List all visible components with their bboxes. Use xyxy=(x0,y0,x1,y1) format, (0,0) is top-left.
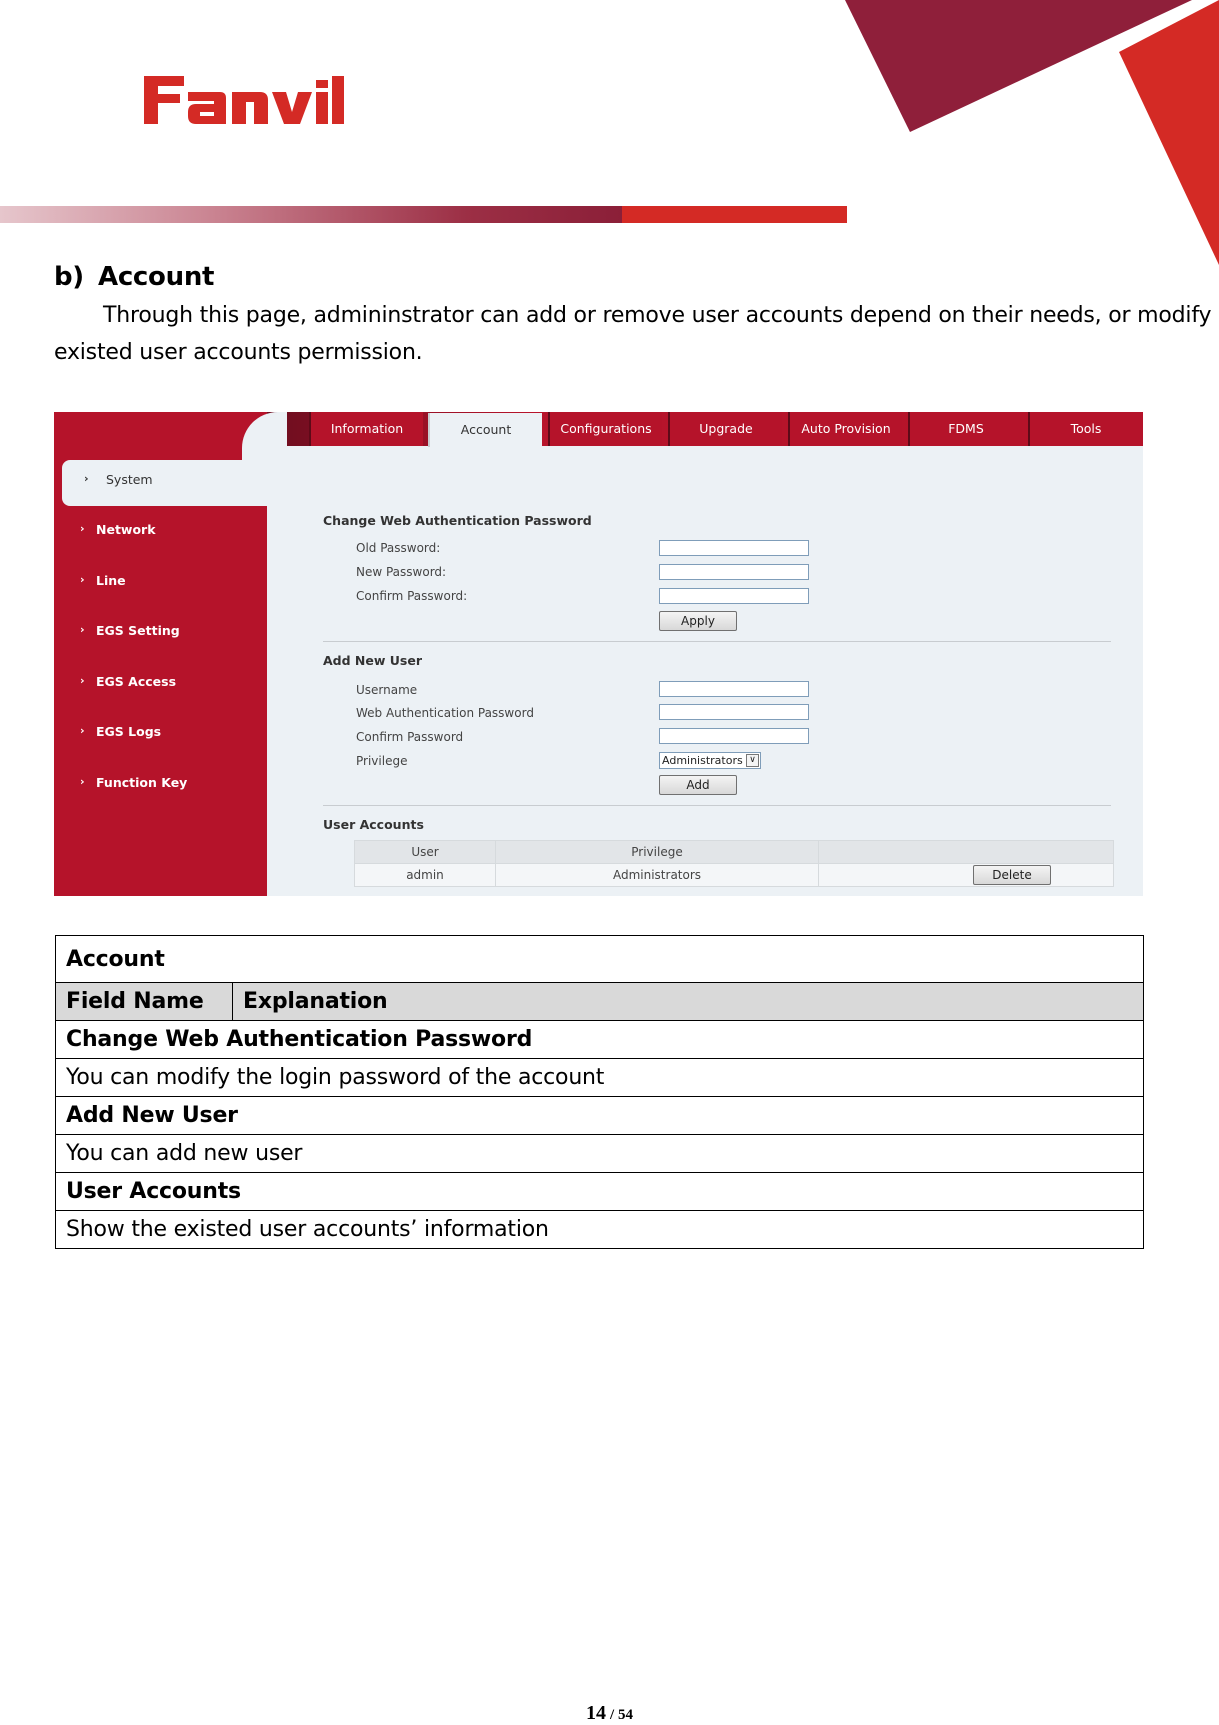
col-explanation-header: Explanation xyxy=(233,983,1144,1021)
section-number: b) xyxy=(54,262,84,292)
fanvil-logo xyxy=(140,70,345,128)
field-explanation-table xyxy=(55,935,1144,1249)
table-header-row xyxy=(355,841,1114,864)
tab-configurations[interactable]: Configurations xyxy=(548,412,662,446)
confirm-password-input-2[interactable] xyxy=(659,728,809,744)
sidebar-item-egs-setting[interactable] xyxy=(54,611,267,657)
corner-red-triangle xyxy=(1119,0,1219,265)
delete-button[interactable]: Delete xyxy=(973,865,1051,885)
col-user-header: User xyxy=(355,841,496,864)
confirm-password-label-2: Confirm Password xyxy=(356,730,464,744)
web-ui-screenshot xyxy=(54,412,1143,896)
tab-fdms[interactable]: FDMS xyxy=(908,412,1022,446)
cell-action xyxy=(819,864,1114,887)
sidebar-item-egs-logs[interactable] xyxy=(54,712,267,758)
table-title-row xyxy=(56,936,1144,983)
table-row xyxy=(56,1021,1144,1059)
confirm-password-input[interactable] xyxy=(659,588,809,604)
row-text: You can modify the login password of the account xyxy=(56,1059,1144,1097)
chevron-right-icon: › xyxy=(80,623,85,636)
sidebar-item-label: EGS Access xyxy=(96,674,177,689)
row-text: User Accounts xyxy=(56,1173,1144,1211)
header-stripe-red xyxy=(622,206,847,223)
page-number xyxy=(0,1702,1219,1725)
divider xyxy=(323,641,1111,642)
username-input[interactable] xyxy=(659,681,809,697)
sidebar-item-system[interactable] xyxy=(62,460,267,506)
chevron-down-icon: ∨ xyxy=(746,754,759,767)
table-row xyxy=(56,1135,1144,1173)
web-password-label: Web Authentication Password xyxy=(356,706,534,720)
divider xyxy=(323,805,1111,806)
sidebar-item-label: EGS Logs xyxy=(96,724,162,739)
table-row xyxy=(355,864,1114,887)
privilege-select-value: Administrators xyxy=(662,754,743,767)
tab-upgrade[interactable]: Upgrade xyxy=(668,412,782,446)
section-heading xyxy=(54,262,214,292)
old-password-label: Old Password: xyxy=(356,541,441,555)
row-text: Change Web Authentication Password xyxy=(56,1021,1144,1059)
apply-button[interactable]: Apply xyxy=(659,611,737,631)
page-total: / 54 xyxy=(610,1707,633,1723)
table-row xyxy=(56,1059,1144,1097)
sidebar-item-label: Network xyxy=(96,522,156,537)
chevron-right-icon: › xyxy=(80,724,85,737)
sidebar-item-line[interactable] xyxy=(54,561,267,607)
add-button[interactable]: Add xyxy=(659,775,737,795)
intro-paragraph-line-1: Through this page, admininstrator can add or remove user accounts depend on their needs, or modify xyxy=(103,303,1212,328)
col-privilege-header: Privilege xyxy=(496,841,819,864)
chevron-right-icon: › xyxy=(84,472,89,485)
page-current: 14 xyxy=(586,1702,607,1724)
user-accounts-title: User Accounts xyxy=(323,817,424,832)
confirm-password-label: Confirm Password: xyxy=(356,589,468,603)
user-accounts-table xyxy=(354,840,1114,887)
sidebar-item-label: EGS Setting xyxy=(96,623,180,638)
row-text: You can add new user xyxy=(56,1135,1144,1173)
row-text: Show the existed user accounts’ information xyxy=(56,1211,1144,1249)
new-password-input[interactable] xyxy=(659,564,809,580)
tab-account[interactable]: Account xyxy=(428,413,542,447)
sidebar-item-label: System xyxy=(106,472,153,487)
tab-tools[interactable]: Tools xyxy=(1028,412,1142,446)
chevron-right-icon: › xyxy=(80,674,85,687)
privilege-select[interactable] xyxy=(659,752,761,769)
add-user-title: Add New User xyxy=(323,653,422,668)
sidebar-item-label: Line xyxy=(96,573,126,588)
new-password-label: New Password: xyxy=(356,565,447,579)
old-password-input[interactable] xyxy=(659,540,809,556)
table-title: Account xyxy=(56,936,1144,983)
chevron-right-icon: › xyxy=(80,573,85,586)
table-row xyxy=(56,1097,1144,1135)
table-row xyxy=(56,1211,1144,1249)
change-password-title: Change Web Authentication Password xyxy=(323,513,592,528)
table-row xyxy=(56,1173,1144,1211)
header-stripe-gradient xyxy=(0,206,622,223)
sidebar-item-egs-access[interactable] xyxy=(54,662,267,708)
intro-paragraph-line-2: existed user accounts permission. xyxy=(54,340,423,365)
col-field-name-header: Field Name xyxy=(56,983,233,1021)
privilege-label: Privilege xyxy=(356,754,408,768)
sidebar-item-network[interactable] xyxy=(54,510,267,556)
cell-user: admin xyxy=(355,864,496,887)
table-header-row xyxy=(56,983,1144,1021)
chevron-right-icon: › xyxy=(80,775,85,788)
username-label: Username xyxy=(356,683,418,697)
section-title: Account xyxy=(98,262,215,292)
cell-privilege: Administrators xyxy=(496,864,819,887)
col-action-header xyxy=(819,841,1114,864)
chevron-right-icon: › xyxy=(80,522,85,535)
tab-auto-provision[interactable]: Auto Provision xyxy=(788,412,902,446)
sidebar-item-function-key[interactable] xyxy=(54,763,267,809)
tab-information[interactable]: Information xyxy=(309,412,423,446)
header-corner-decoration xyxy=(0,0,1219,270)
sidebar-item-label: Function Key xyxy=(96,775,188,790)
row-text: Add New User xyxy=(56,1097,1144,1135)
web-password-input[interactable] xyxy=(659,704,809,720)
